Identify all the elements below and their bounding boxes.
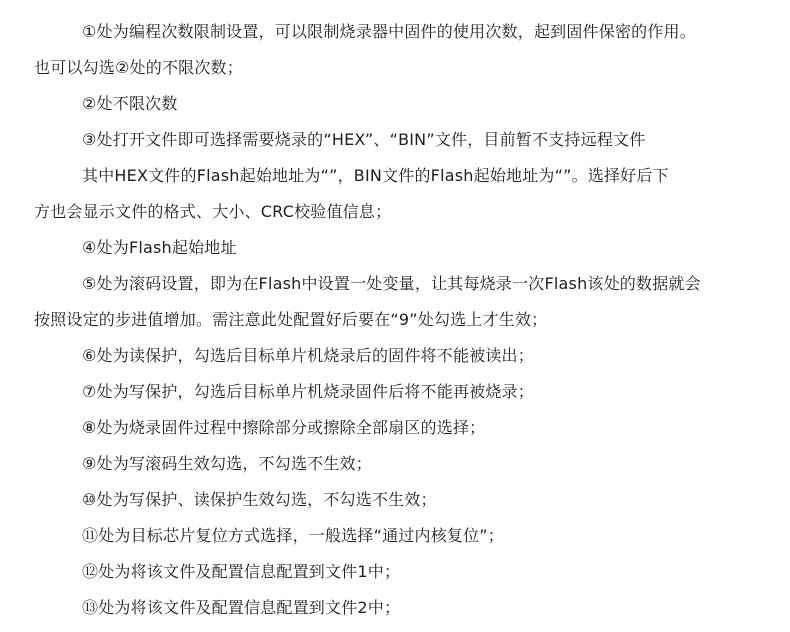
paragraph-line-3: ②处不限次数 (82, 94, 178, 113)
paragraph-line-16: ⑫处为将该文件及配置信息配置到文件1中； (82, 562, 401, 581)
paragraph-line-12: ⑧处为烧录固件过程中擦除部分或擦除全部扇区的选择； (82, 418, 486, 437)
paragraph-line-14: ⑩处为写保护、读保护生效勾选，不勾选不生效； (82, 490, 437, 509)
paragraph-line-7: ④处为Flash起始地址 (82, 238, 237, 257)
paragraph-line-13: ⑨处为写滚码生效勾选，不勾选不生效； (82, 454, 372, 473)
paragraph-line-9: 按照设定的步进值增加。需注意此处配置好后要在“9”处勾选上才生效； (34, 310, 548, 329)
paragraph-line-1: ①处为编程次数限制设置，可以限制烧录器中固件的使用次数，起到固件保密的作用。 (82, 22, 696, 41)
paragraph-line-10: ⑥处为读保护，勾选后目标单片机烧录后的固件将不能被读出； (82, 346, 534, 365)
paragraph-line-17: ⑬处为将该文件及配置信息配置到文件2中； (82, 598, 401, 617)
paragraph-line-2: 也可以勾选②处的不限次数； (34, 58, 243, 77)
paragraph-line-4: ③处打开文件即可选择需要烧录的“HEX”、“BIN”文件，目前暂不支持远程文件 (82, 130, 646, 149)
paragraph-line-6: 方也会显示文件的格式、大小、CRC校验值信息； (34, 202, 392, 221)
paragraph-line-8: ⑤处为滚码设置，即为在Flash中设置一处变量，让其每烧录一次Flash该处的数据就会 (82, 274, 701, 293)
paragraph-line-15: ⑪处为目标芯片复位方式选择，一般选择“通过内核复位”； (82, 526, 504, 545)
paragraph-line-5: 其中HEX文件的Flash起始地址为“”，BIN文件的Flash起始地址为“”。选择好后下 (82, 166, 669, 185)
paragraph-line-11: ⑦处为写保护，勾选后目标单片机烧录固件后将不能再被烧录； (82, 382, 534, 401)
